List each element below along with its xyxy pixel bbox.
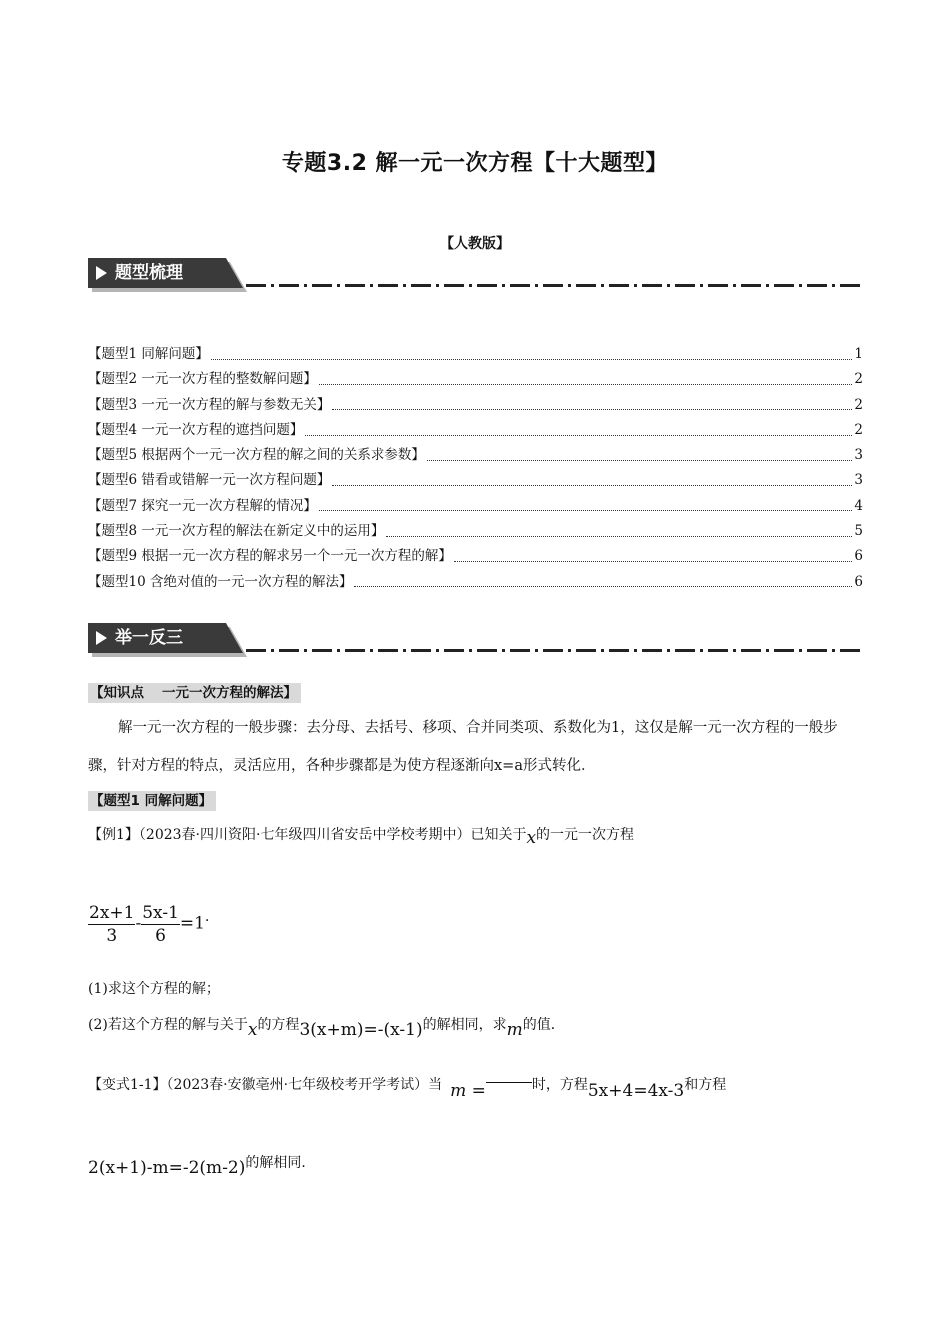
toc-entry-page: 2: [854, 396, 863, 413]
toc-entry-title: 【题型3 一元一次方程的解与参数无关】: [88, 396, 331, 413]
toc-entry[interactable]: [88, 443, 863, 468]
banner-label: 举一反三: [115, 628, 183, 648]
knowledge-tag-topic: 一元一次方程的解法】: [162, 685, 297, 701]
banner-label: 题型梳理: [115, 263, 183, 283]
q2-var-x: x: [247, 1020, 258, 1040]
toc-entry-page: 1: [854, 346, 863, 362]
fraction-2-denominator: 6: [155, 926, 166, 946]
q2-text-d: 的值．: [522, 1017, 565, 1033]
var-x: x: [526, 828, 537, 848]
variant1-equation-1: 5x+4=4x-3: [587, 1081, 685, 1101]
toc-entry-page: 2: [854, 371, 863, 388]
section-banner-toc: [88, 258, 863, 298]
example1-question-2: [88, 1014, 565, 1040]
dash-divider: [246, 649, 863, 652]
dot-leader: [211, 358, 853, 360]
example1-after: 的一元一次方程: [536, 827, 635, 843]
dot-leader: [305, 434, 852, 436]
variant1-source: （2023春·安徽亳州·七年级校考开学考试）当: [166, 1077, 443, 1093]
toc-entry-page: 6: [854, 548, 863, 565]
toc-entry-title: 【题型4 一元一次方程的遮挡问题】: [88, 421, 304, 438]
dot-leader: [332, 408, 852, 410]
dot-leader: [332, 484, 852, 486]
variant1-and: 和方程: [684, 1077, 727, 1093]
toc-entry[interactable]: [88, 342, 863, 367]
fraction-1-denominator: 3: [106, 926, 118, 946]
q2-equation: 3(x+m)=-(x-1): [299, 1020, 423, 1040]
toc-entry-title: 【题型10 含绝对值的一元一次方程的解法】: [88, 573, 353, 590]
toc-entry-title: 【题型6 错看或错解一元一次方程问题】: [88, 472, 331, 489]
toc-entry-title: 【题型2 一元一次方程的整数解问题】: [88, 371, 317, 388]
toc-entry[interactable]: [88, 494, 863, 519]
fraction-2: [141, 902, 180, 947]
dot-leader: [354, 585, 852, 587]
toc-entry-title: 【题型7 探究一元一次方程解的情况】: [88, 497, 317, 514]
variant1-tail: 的解相同．: [245, 1155, 316, 1171]
knowledge-tag: [88, 683, 301, 703]
toc-entry[interactable]: [88, 570, 863, 595]
knowledge-tag-prefix: 【知识点: [90, 685, 144, 701]
toc-entry-page: 3: [854, 472, 863, 489]
dot-leader: [454, 560, 853, 562]
toc-entry-page: 6: [854, 573, 863, 590]
q2-text-c: 的解相同，求: [422, 1017, 507, 1033]
play-arrow-icon: [96, 266, 107, 280]
variant1-equation-2: 2(x+1)-m=-2(m-2): [88, 1158, 246, 1178]
toc-entry-page: 2: [854, 421, 863, 438]
minus-sign: -: [135, 913, 142, 934]
toc-entry-title: 【题型1 同解问题】: [88, 346, 209, 362]
equation-rhs: =1: [179, 913, 205, 934]
example1-equation: [88, 902, 219, 947]
answer-blank[interactable]: [486, 1081, 532, 1083]
toc-entry-page: 4: [854, 497, 863, 514]
dot-leader: [427, 459, 853, 461]
section-banner-examples: [88, 623, 863, 663]
fraction-2-numerator: 5x-1: [142, 903, 179, 923]
variant1-m-equals: m =: [450, 1081, 486, 1101]
table-of-contents: [88, 342, 863, 595]
toc-entry[interactable]: [88, 367, 863, 392]
toc-entry[interactable]: [88, 544, 863, 569]
fraction-1: [88, 902, 135, 947]
example1-intro: [88, 824, 635, 848]
example1-question-1: (1)求这个方程的解；: [88, 981, 220, 997]
variant1-after-blank: 时，方程: [531, 1077, 588, 1093]
q2-var-m: m: [506, 1020, 523, 1040]
knowledge-text: 解一元一次方程的一般步骤：去分母、去括号、移项、合并同类项、系数化为1，这仅是解一元一次方程的一般步骤，针对方程的特点，灵活应用，各种步骤都是为使方程逐渐向x=a形式转化．: [88, 720, 838, 774]
variant1-line-2: [88, 1152, 316, 1178]
play-arrow-icon: [96, 631, 107, 645]
toc-entry-title: 【题型8 一元一次方程的解法在新定义中的运用】: [88, 523, 385, 540]
example1-label: 【例1】: [88, 827, 139, 843]
toc-entry[interactable]: [88, 393, 863, 418]
toc-entry[interactable]: [88, 418, 863, 443]
page-title: 专题3.2 解一元一次方程【十大题型】: [281, 151, 669, 176]
toc-entry-page: 5: [854, 523, 863, 540]
dot-leader: [386, 535, 852, 537]
q2-text-b: 的方程: [257, 1017, 300, 1033]
q2-text-a: (2)若这个方程的解与关于: [88, 1017, 248, 1033]
section-tag-type1: 【题型1 同解问题】: [88, 791, 216, 811]
toc-entry-title: 【题型5 根据两个一元一次方程的解之间的关系求参数】: [88, 447, 425, 464]
toc-entry[interactable]: [88, 468, 863, 493]
equation-period: ．: [204, 908, 219, 925]
toc-entry-page: 3: [854, 447, 863, 464]
variant1-intro: [88, 1074, 727, 1101]
dot-leader: [319, 383, 853, 385]
fraction-1-numerator: 2x+1: [89, 903, 135, 923]
toc-entry[interactable]: [88, 519, 863, 544]
toc-entry-title: 【题型9 根据一元一次方程的解求另一个一元一次方程的解】: [88, 548, 452, 565]
example1-source: （2023春·四川资阳·七年级四川省安岳中学校考期中）已知关于: [138, 827, 527, 843]
edition-label: 【人教版】: [440, 236, 510, 252]
dash-divider: [246, 284, 863, 287]
variant1-label: 【变式1-1】: [88, 1077, 167, 1093]
dot-leader: [319, 509, 853, 511]
